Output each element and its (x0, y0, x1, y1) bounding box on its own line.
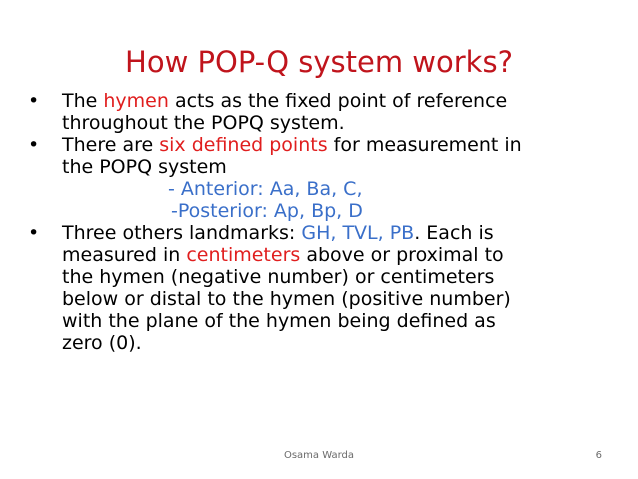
highlight-six-points: six defined points (159, 134, 328, 156)
bullet-line (62, 244, 616, 266)
bullet-line (62, 222, 616, 244)
bullet-line: the POPQ system (62, 156, 227, 178)
bullet-marker: • (28, 90, 40, 112)
text-run: above or proximal to (300, 244, 504, 266)
text-run: acts as the fixed point of reference (168, 90, 508, 112)
bullet-item-hymen (26, 90, 616, 134)
text-run: . Each is (414, 222, 494, 244)
posterior-points: -Posterior: Ap, Bp, D (171, 200, 363, 222)
bullet-line: throughout the POPQ system. (62, 112, 345, 134)
anterior-points: - Anterior: Aa, Ba, C, (168, 178, 363, 200)
bullet-line (62, 134, 616, 156)
text-run: There are (62, 134, 160, 156)
text-run: Three others landmarks: (62, 222, 302, 244)
bullet-line: with the plane of the hymen being defined as (62, 310, 496, 332)
text-run: for measurement in (327, 134, 522, 156)
text-run: measured in (62, 244, 187, 266)
bullet-line (62, 90, 616, 112)
bullet-line: below or distal to the hymen (positive number) (62, 288, 511, 310)
text-run: The (62, 90, 104, 112)
highlight-landmarks: GH, TVL, PB (301, 222, 415, 244)
footer-author: Osama Warda (283, 450, 355, 461)
bullet-line: zero (0). (62, 332, 142, 354)
highlight-centimeters: centimeters (186, 244, 301, 266)
bullet-item-points (26, 134, 616, 178)
bullet-marker: • (28, 222, 40, 244)
bullet-list (26, 90, 616, 354)
bullet-item-landmarks (26, 222, 616, 354)
slide-title: How POP-Q system works? (125, 45, 513, 79)
bullet-line: the hymen (negative number) or centimeters (62, 266, 495, 288)
bullet-marker: • (28, 134, 40, 156)
highlight-hymen: hymen (103, 90, 169, 112)
footer-page-number: 6 (595, 450, 602, 461)
